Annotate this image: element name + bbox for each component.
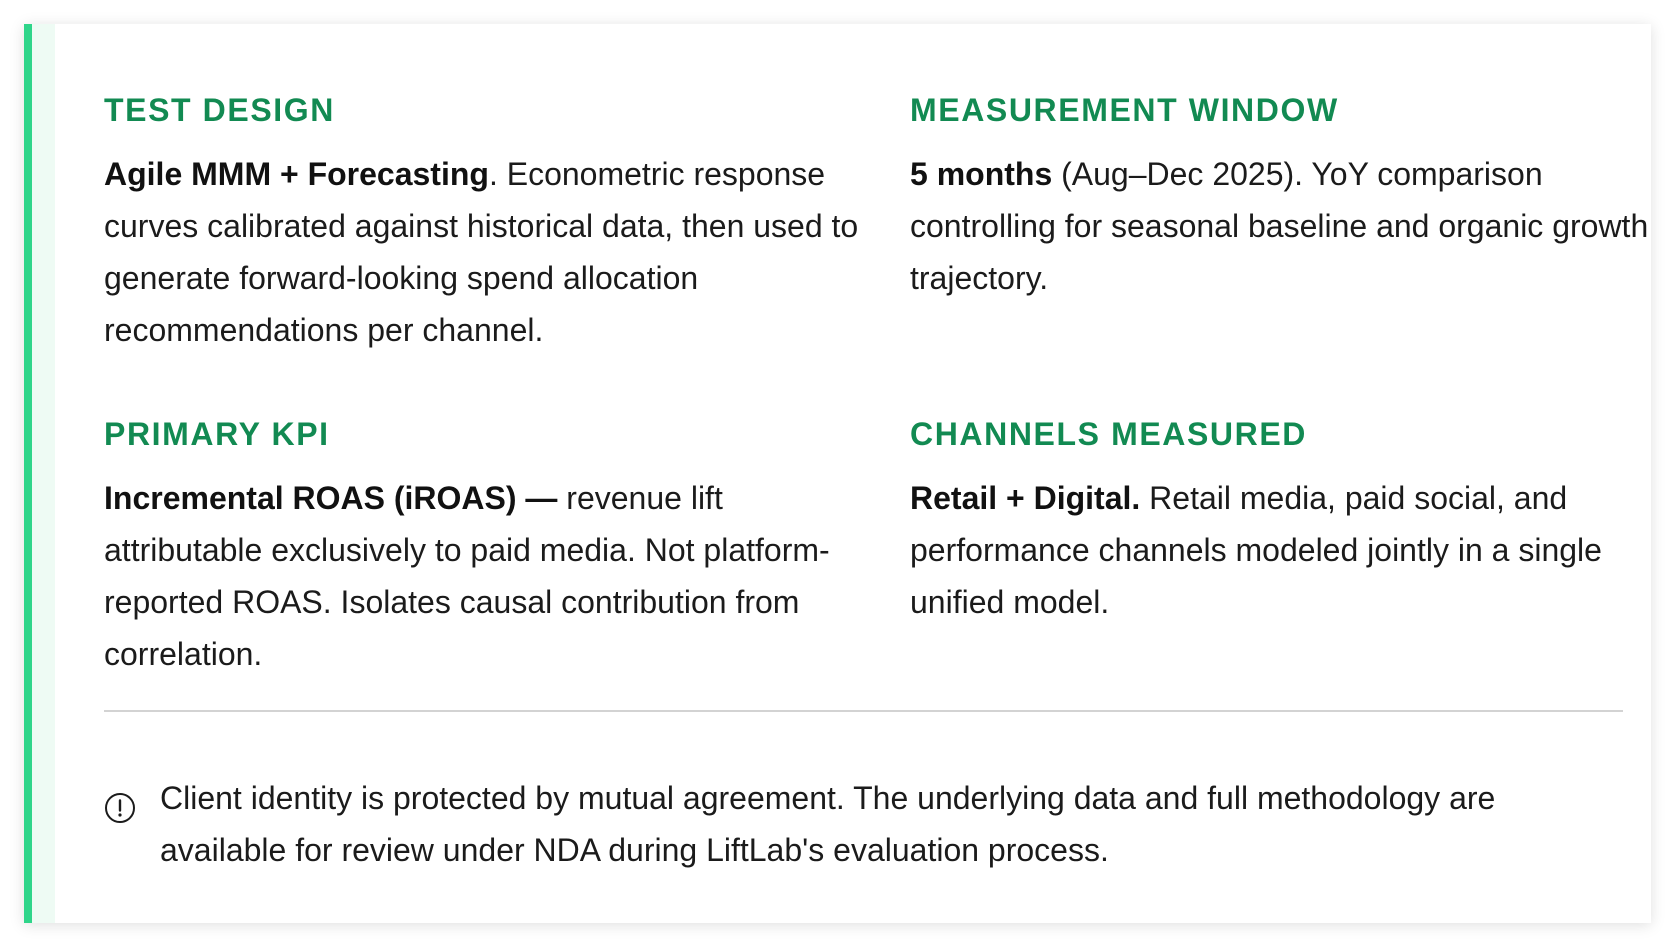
accent-bar [24,24,32,923]
section-body [910,148,1670,304]
section-body [104,472,864,680]
section-text: revenue lift attributable exclusively to paid media. Not platform-reported ROAS. Isolates causal contribution from correlation. [104,480,830,672]
section-body [104,148,864,356]
section-heading: MEASUREMENT WINDOW [910,92,1339,128]
section-lead: 5 months [910,156,1053,192]
section-body [910,472,1670,628]
divider [104,710,1623,712]
section-primary-kpi [104,414,864,680]
section-test-design [104,90,864,356]
section-heading: CHANNELS MEASURED [910,416,1307,452]
section-lead: Incremental ROAS (iROAS) — [104,480,558,516]
methodology-card [24,24,1651,923]
section-measurement-window [910,90,1670,304]
section-lead: Retail + Digital. [910,480,1141,516]
section-heading: PRIMARY KPI [104,416,330,452]
section-lead: Agile MMM + Forecasting [104,156,489,192]
info-alert-icon [104,792,136,824]
section-text: (Aug–Dec 2025). YoY comparison controlling for seasonal baseline and organic growth trajectory. [910,156,1649,296]
section-channels-measured [910,414,1670,628]
section-text: . Econometric response curves calibrated against historical data, then used to generate forward-looking spend allocation recommendations per channel. [104,156,859,348]
note-text: Client identity is protected by mutual agreement. The underlying data and full methodology are available for review under NDA during LiftLab's evaluation process. [160,780,1496,868]
details-grid [104,68,1664,678]
section-text: Retail media, paid social, and performance channels modeled jointly in a single unified model. [910,480,1602,620]
accent-tint-strip [32,24,55,923]
section-heading: TEST DESIGN [104,92,335,128]
